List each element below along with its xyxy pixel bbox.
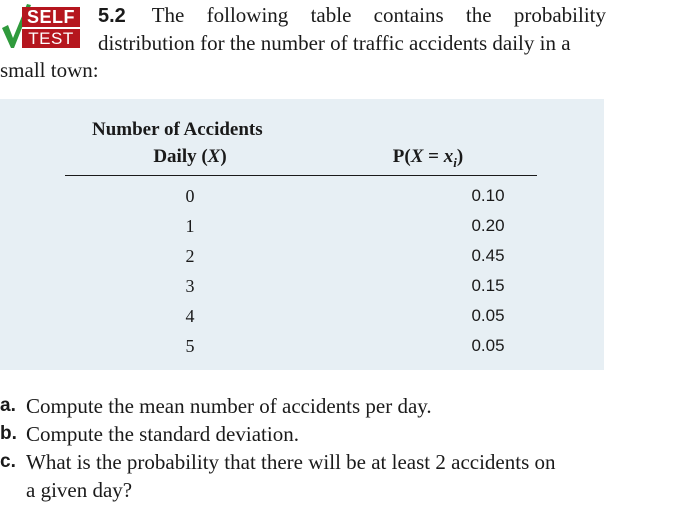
cell-accidents: 1: [185, 216, 195, 236]
question-text: Compute the mean number of accidents per day.: [26, 394, 432, 418]
question-text: Compute the standard deviation.: [26, 422, 299, 446]
cell-probability: 0.20: [471, 216, 505, 235]
cell-probability: 0.05: [471, 336, 505, 355]
question-letter: b.: [0, 423, 17, 444]
col1-header-var: X: [207, 146, 221, 167]
col2-header-var: X: [410, 146, 424, 167]
question-letter: c.: [0, 451, 16, 472]
col1-header-end: ): [220, 146, 227, 167]
cell-accidents: 2: [185, 246, 195, 266]
table-row: [60, 181, 540, 211]
question-c: [0, 448, 610, 504]
problem-intro-line-3: small town:: [0, 58, 99, 82]
question-text-continued: a given day?: [26, 478, 133, 502]
header-rule: [65, 175, 537, 176]
problem-intro-line-2: distribution for the number of traffic accidents daily in a: [98, 31, 571, 55]
col2-header-x: x: [443, 146, 454, 167]
problem-number: 5.2: [98, 5, 126, 27]
probability-table: [0, 99, 604, 370]
question-text: What is the probability that there will be at least 2 accidents on: [26, 450, 556, 474]
question-letter: a.: [0, 395, 16, 416]
cell-accidents: 5: [185, 336, 195, 356]
col2-header-eq: =: [423, 146, 444, 167]
col-header-accidents-line2: [60, 146, 320, 168]
cell-probability: 0.05: [471, 306, 505, 325]
col2-header-suffix: ): [456, 146, 464, 167]
question-list: [0, 392, 610, 504]
table-row: [60, 241, 540, 271]
cell-probability: 0.45: [471, 246, 505, 265]
col-header-accidents-line1: Number of Accidents: [92, 119, 263, 140]
badge-test-label: TEST: [22, 29, 80, 48]
col1-header-text: Daily (: [153, 146, 208, 167]
cell-accidents: 4: [185, 306, 195, 326]
table-row: [60, 271, 540, 301]
cell-probability: 0.15: [471, 276, 505, 295]
table-body: [60, 181, 540, 361]
problem-intro-line-1: [98, 2, 606, 29]
intro-text-1: The following table contains the probability: [151, 3, 606, 27]
question-b: [0, 420, 610, 448]
cell-accidents: 0: [185, 186, 195, 206]
table-row: [60, 331, 540, 361]
cell-probability: 0.10: [471, 186, 505, 205]
cell-accidents: 3: [185, 276, 195, 296]
table-row: [60, 211, 540, 241]
col2-header-prefix: P(: [392, 146, 411, 167]
table-row: [60, 301, 540, 331]
col-header-probability: [320, 146, 536, 174]
col2-header-sub: i: [453, 154, 457, 170]
self-test-badge: [0, 2, 94, 48]
badge-self-label: SELF: [22, 7, 80, 27]
question-a: [0, 392, 610, 420]
